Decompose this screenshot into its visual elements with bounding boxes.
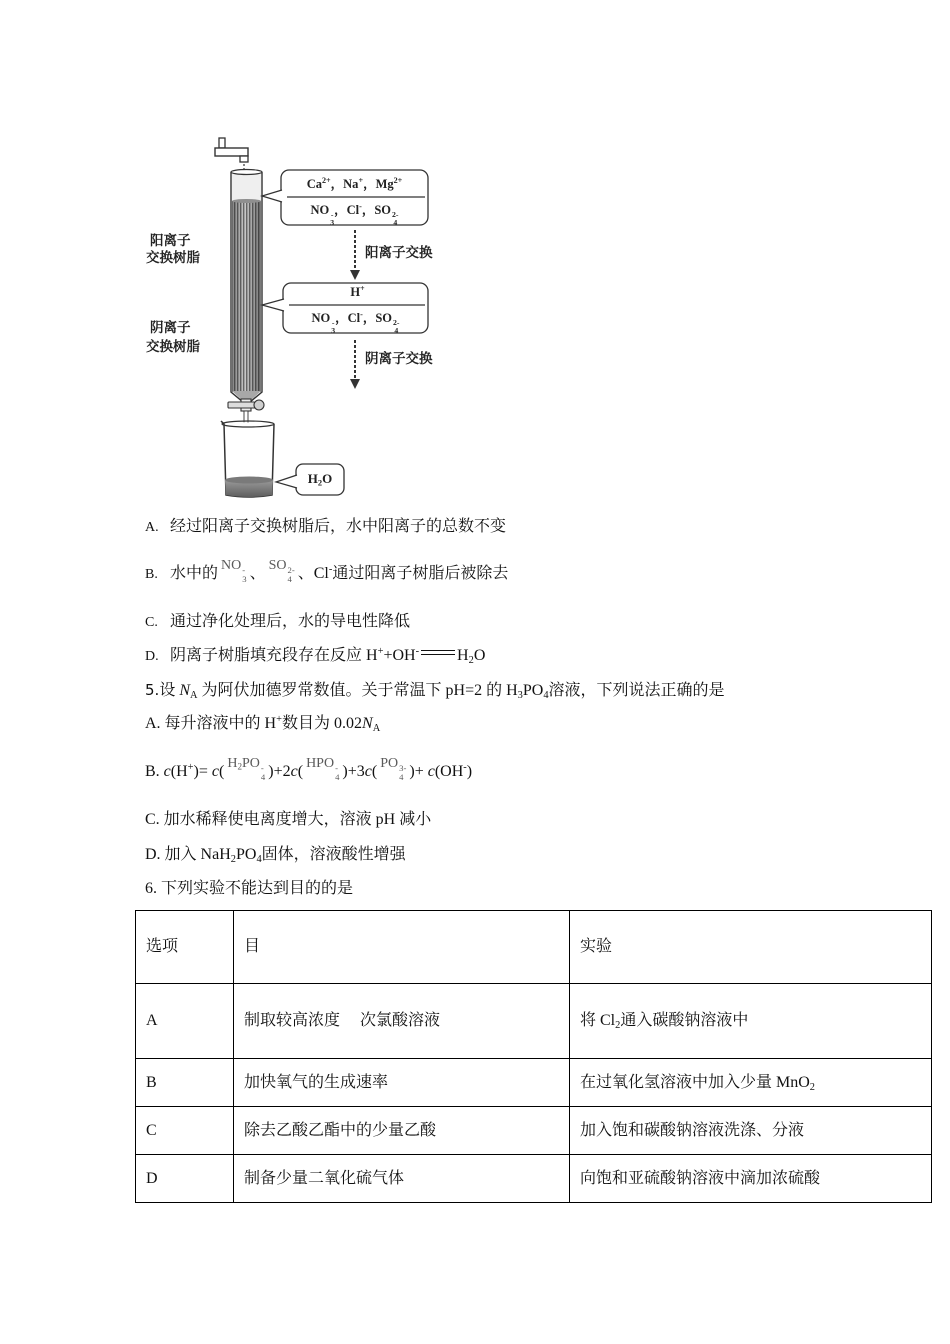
cell-option: B	[136, 1059, 234, 1107]
middle-anions	[283, 310, 428, 335]
table-row	[136, 1155, 932, 1203]
option-letter: C.	[145, 615, 158, 630]
charge-superscript: -	[260, 762, 264, 773]
subscript: 2	[468, 654, 474, 666]
charge-superscript: 3-	[399, 762, 407, 773]
cation-exchange-label: 阳离子交换	[365, 245, 433, 260]
avogadro-symbol: N	[362, 715, 373, 732]
q4-option-b	[145, 558, 509, 592]
q5-option-c: C. 加水稀释使电离度增大，溶液 pH 减小	[145, 811, 432, 828]
option-text: (H	[170, 763, 188, 780]
charge-superscript: +	[358, 176, 364, 186]
formula-text: ，SO	[361, 203, 392, 217]
formula-text: ，SO	[362, 311, 393, 325]
inlet-anions	[281, 202, 428, 227]
dihydrogen-phosphate-formula-image	[227, 754, 265, 781]
charge-subscript-stack	[335, 764, 339, 781]
cell-purpose: 加快氧气的生成速率	[234, 1059, 570, 1107]
formula-text: H	[307, 471, 318, 486]
option-text: )+	[409, 763, 428, 780]
option-text: (	[219, 763, 225, 780]
formula-text: ，Mg	[363, 177, 394, 191]
charge-superscript: +	[276, 713, 282, 725]
cell-purpose: 制取较高浓度 次氯酸溶液	[234, 984, 570, 1059]
option-text: B.	[145, 763, 164, 780]
charge-superscript: -	[328, 563, 333, 575]
option-text: 通过净化处理后，水的导电性降低	[170, 613, 411, 630]
cell-option: A	[136, 984, 234, 1059]
q5-option-b	[145, 756, 473, 790]
q4-option-c	[145, 612, 410, 633]
charge-superscript: -	[331, 318, 335, 328]
concentration-symbol: c	[290, 763, 298, 780]
concentration-symbol: c	[163, 763, 171, 780]
table-row	[136, 1059, 932, 1107]
cation-resin-label-line1: 阳离子	[150, 233, 191, 248]
option-text: )=	[193, 763, 212, 780]
charge-superscript: +	[187, 761, 194, 773]
option-text: )+3	[342, 763, 365, 780]
table-header-row	[136, 911, 932, 984]
charge-superscript: +	[377, 645, 384, 657]
option-text: 、Cl	[297, 565, 329, 582]
subscript: 2	[615, 1019, 621, 1031]
cation-exchange-arrow-icon	[350, 230, 360, 280]
charge-superscript: 2+	[321, 176, 331, 186]
question-number: 5.	[145, 681, 160, 699]
concentration-symbol: c	[211, 763, 220, 780]
subscript: 4	[256, 853, 262, 865]
concentration-symbol: c	[364, 763, 372, 780]
subscript: 3	[331, 326, 336, 336]
option-text: (	[297, 763, 304, 780]
option-text: 阴离子树脂填充段存在反应 H	[170, 647, 378, 664]
subscript: 4	[335, 771, 340, 782]
inlet-cations	[281, 176, 428, 192]
subscript: 2	[317, 477, 323, 488]
option-letter: A.	[145, 520, 159, 535]
charge-superscript: +	[360, 284, 365, 294]
concentration-symbol: c	[427, 763, 435, 780]
beaker-icon	[221, 421, 274, 497]
charge-subscript-stack	[392, 211, 398, 227]
charge-superscript: 2+	[393, 176, 403, 186]
option-text: (	[371, 763, 378, 780]
charge-superscript: -	[360, 310, 363, 320]
formula-text: H	[350, 285, 361, 299]
cell-option: C	[136, 1107, 234, 1155]
subscript: A	[372, 722, 381, 734]
header-option: 选项	[136, 911, 234, 984]
option-text: (OH	[434, 763, 464, 780]
outlet-water-label	[296, 471, 344, 487]
exchange-column	[231, 170, 262, 403]
charge-superscript: 2-	[287, 564, 295, 575]
question-text: 为阿伏加德罗常数值。关于常温下 pH=2 的 H	[197, 682, 518, 699]
charge-superscript: 2-	[392, 210, 399, 220]
subscript: 2	[809, 1081, 815, 1093]
q6-stem: 6. 下列实验不能达到目的的是	[145, 880, 354, 897]
cell-text: 在过氧化氢溶液中加入少量 MnO	[580, 1073, 810, 1091]
cell-text: 通入碳酸钠溶液中	[620, 1012, 749, 1029]
header-experiment: 实验	[570, 911, 932, 984]
cell-experiment	[570, 1059, 932, 1107]
subscript: 2	[237, 761, 243, 772]
option-text: +OH	[383, 647, 416, 664]
subscript: 3	[517, 689, 523, 701]
sulfate-formula-image	[269, 556, 295, 583]
header-purpose: 目	[234, 911, 570, 984]
cell-purpose: 制备少量二氧化硫气体	[234, 1155, 570, 1203]
formula-text: HPO	[306, 756, 335, 771]
subscript: 4	[399, 771, 404, 782]
subscript: 4	[543, 689, 549, 701]
formula-text: H	[227, 756, 238, 771]
cell-option: D	[136, 1155, 234, 1203]
subscript: 4	[260, 771, 266, 782]
anion-resin-label-line1: 阴离子	[150, 320, 191, 335]
anion-exchange-label: 阴离子交换	[365, 351, 433, 366]
subscript: 3	[330, 218, 335, 228]
cell-text: 向饱和亚硫酸钠溶液中滴加浓硫酸	[580, 1169, 821, 1187]
option-text: 、	[249, 565, 266, 582]
formula-text: ，Cl	[334, 203, 360, 217]
formula-text: PO	[242, 756, 260, 771]
question-text: 设	[159, 682, 180, 699]
charge-superscript: -	[415, 645, 420, 657]
q4-option-d	[145, 646, 485, 667]
anion-resin-label-line2: 交换树脂	[146, 339, 200, 354]
formula-text: NO	[310, 203, 330, 217]
option-text: 通过阳离子树脂后被除去	[332, 565, 509, 582]
subscript: 4	[393, 218, 398, 228]
formula-text: ，Cl	[335, 311, 361, 325]
table-row	[136, 1107, 932, 1155]
question-text: 溶液，下列说法正确的是	[548, 682, 725, 699]
phosphate-formula-image	[380, 754, 406, 781]
formula-text: SO	[268, 558, 287, 573]
charge-superscript: -	[242, 564, 246, 575]
cell-experiment	[570, 1155, 932, 1203]
cell-purpose: 除去乙酸乙酯中的少量乙酸	[234, 1107, 570, 1155]
option-text: )	[466, 763, 473, 780]
subscript: A	[190, 689, 198, 701]
charge-superscript: -	[335, 762, 338, 773]
charge-superscript: -	[330, 210, 334, 220]
option-letter: D.	[145, 649, 159, 664]
q5-option-a	[145, 714, 380, 734]
charge-subscript-stack	[288, 566, 295, 583]
anion-exchange-arrow-icon	[350, 340, 360, 389]
middle-cations	[287, 284, 428, 300]
option-text: )+2	[268, 763, 291, 780]
subscript: 2	[230, 853, 236, 865]
formula-text: NO	[311, 311, 331, 325]
hydrogen-phosphate-formula-image	[306, 754, 339, 781]
option-text: A. 每升溶液中的 H	[145, 715, 277, 732]
subscript: 4	[394, 326, 399, 336]
charge-subscript-stack	[261, 764, 265, 781]
formula-text: O	[473, 647, 486, 664]
charge-superscript: -	[463, 761, 467, 773]
cell-experiment	[570, 1107, 932, 1155]
table-row	[136, 984, 932, 1059]
option-text: PO	[235, 846, 257, 863]
formula-text: ，Na	[330, 177, 359, 191]
cell-text: 加入饱和碳酸钠溶液洗涤、分液	[580, 1121, 805, 1139]
charge-subscript-stack	[399, 764, 406, 781]
option-text: 水中的	[170, 565, 219, 582]
reaction-equals-sign	[421, 650, 455, 655]
subscript: 4	[287, 573, 292, 584]
charge-subscript-stack	[393, 319, 399, 335]
formula-text: Ca	[306, 177, 322, 191]
question-text: PO	[522, 682, 544, 699]
formula-text: NO	[221, 558, 242, 573]
option-letter: B.	[145, 567, 158, 582]
cell-text: 将 Cl	[580, 1012, 616, 1029]
formula-text: PO	[380, 756, 399, 771]
cell-experiment	[570, 984, 932, 1059]
nitrate-formula-image	[221, 556, 247, 583]
option-text: 经过阳离子交换树脂后，水中阳离子的总数不变	[170, 518, 507, 535]
formula-text: H	[457, 647, 469, 664]
option-text: 固体，溶液酸性增强	[261, 846, 406, 863]
avogadro-symbol: N	[179, 682, 190, 699]
formula-text: O	[322, 471, 333, 486]
experiment-table	[135, 910, 932, 1203]
subscript: 3	[242, 573, 247, 584]
q5-option-d	[145, 845, 406, 865]
charge-subscript-stack	[242, 566, 246, 583]
cation-resin-label-line2: 交换树脂	[146, 250, 200, 265]
q4-option-a	[145, 517, 506, 538]
q5-stem	[145, 680, 725, 701]
charge-superscript: 2-	[393, 318, 400, 328]
option-text: 数目为 0.02	[282, 715, 363, 732]
option-text: D. 加入 NaH	[145, 846, 231, 863]
charge-superscript: -	[359, 202, 362, 212]
